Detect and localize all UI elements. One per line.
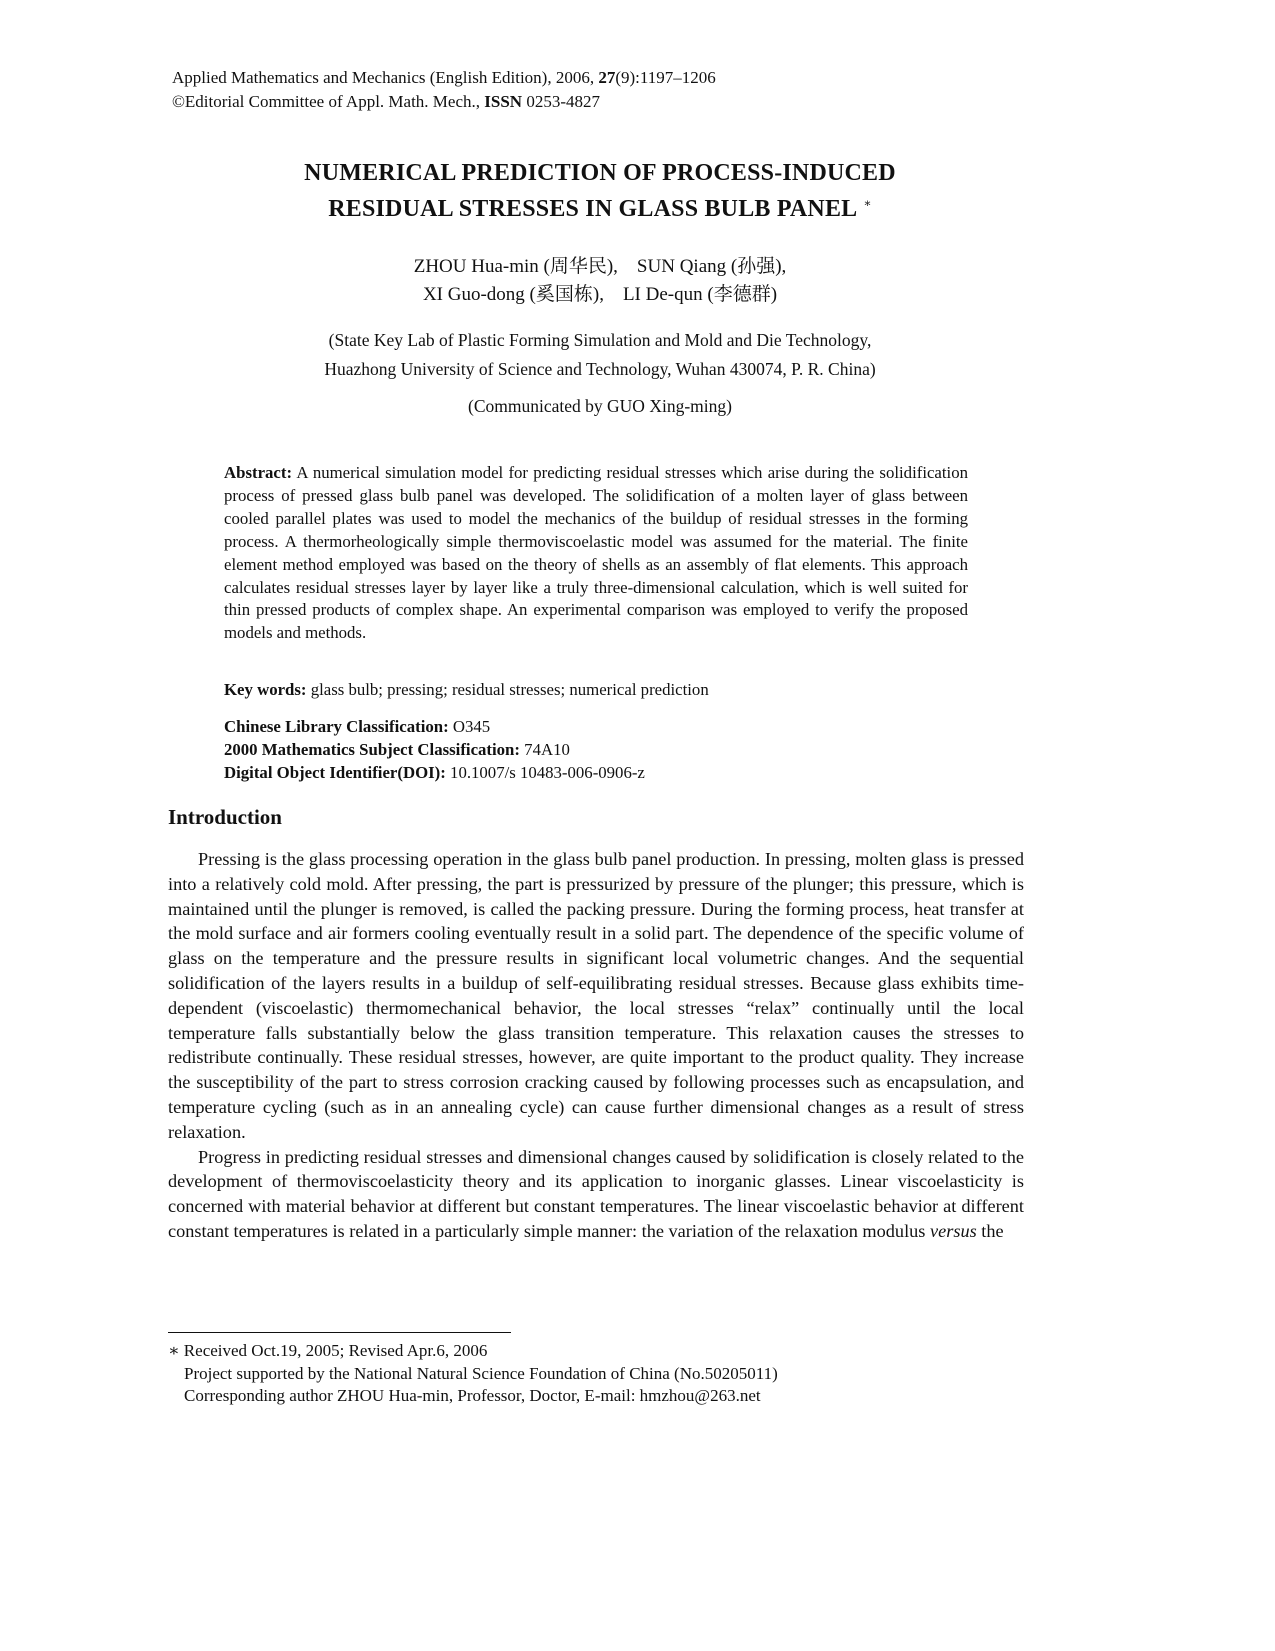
footnote-received: ∗ Received Oct.19, 2005; Revised Apr.6, 2006: [168, 1341, 488, 1360]
abstract-label: Abstract:: [224, 463, 293, 482]
communicated-by: (Communicated by GUO Xing-ming): [468, 396, 732, 416]
keywords-label: Key words:: [224, 680, 307, 699]
keywords-text: glass bulb; pressing; residual stresses; numerical prediction: [310, 680, 709, 699]
footnote-funding: Project supported by the National Natural Science Foundation of China (No.50205011): [184, 1363, 778, 1383]
authors-line-1: ZHOU Hua-min (周华民), SUN Qiang (孙强),: [413, 256, 787, 277]
copyright-line: ©Editorial Committee of Appl. Math. Mech., ISSN 0253-4827: [172, 92, 600, 111]
classification-row: Chinese Library Classification: O345: [224, 717, 491, 736]
section-heading: Introduction: [168, 805, 282, 829]
journal-header: [172, 66, 716, 114]
authors-line-2: XI Guo-dong (奚国栋), LI De-qun (李德群): [422, 284, 778, 305]
paper-title: [180, 158, 1020, 224]
title-footnote-mark: ∗: [863, 196, 872, 210]
title-line-1: NUMERICAL PREDICTION OF PROCESS-INDUCED: [304, 160, 896, 186]
volume-number: 27: [598, 68, 616, 87]
paragraph: Progress in predicting residual stresses and dimensional changes caused by solidification is closely related to the development of thermoviscoelasticity theory and its application to inorganic glasses. Linear viscoelasticity is concerned with material behavior at different but constant temperatures. The linear viscoelastic behavior at different constant temperatures is related in a particularly simple manner: the variation of the relaxation modulus versus the: [168, 1146, 1024, 1241]
classification-row: 2000 Mathematics Subject Classification: 74A10: [224, 740, 570, 759]
issn-label: ISSN: [484, 92, 523, 111]
footnotes: [168, 1340, 1048, 1408]
introduction-body: [168, 847, 1024, 1244]
title-line-2: RESIDUAL STRESSES IN GLASS BULB PANEL ∗: [328, 196, 872, 222]
footnote-corresponding-author: Corresponding author ZHOU Hua-min, Professor, Doctor, E-mail: hmzhou@263.net: [184, 1386, 761, 1405]
classification-row: Digital Object Identifier(DOI): 10.1007/s 10483-006-0906-z: [224, 763, 645, 782]
footnote-rule: [168, 1332, 511, 1333]
author-list: [180, 253, 1020, 309]
journal-citation-line: Applied Mathematics and Mechanics (English Edition), 2006, 27(9):1197–1206: [172, 68, 716, 87]
abstract: [224, 462, 968, 645]
classifications: [224, 715, 968, 784]
abstract-text: A numerical simulation model for predicting residual stresses which arise during the solidification process of pressed glass bulb panel was developed. The solidification of a molten layer of glass between cooled parallel plates was used to model the mechanics of the buildup of residual stresses in the forming process. A thermorheologically simple thermoviscoelastic model was assumed for the material. The finite element method employed was based on the theory of shells as an assembly of flat elements. This approach calculates residual stresses layer by layer like a truly three-dimensional calculation, which is well suited for thin pressed products of complex shape. An experimental comparison was employed to verify the proposed models and methods.: [224, 463, 968, 643]
affiliation: (State Key Lab of Plastic Forming Simulation and Mold and Die Technology, Huazhong University of Science and Technology, Wuhan 430074, P. R. China): [324, 330, 876, 379]
paragraph: Pressing is the glass processing operation in the glass bulb panel production. In pressing, molten glass is pressed into a relatively cold mold. After pressing, the part is pressurized by pressure of the plunger; this pressure, which is maintained until the plunger is removed, is called the packing pressure. During the forming process, heat transfer at the mold surface and air formers cooling eventually result in a solid part. The dependence of the specific volume of glass on the temperature and the pressure results in significant local volumetric changes. And the sequential solidification of the layers results in a buildup of self-equilibrating residual stresses. Because glass exhibits time-dependent (viscoelastic) thermomechanical behavior, the local stresses “relax” continually until the local temperature falls substantially below the glass transition temperature. This relaxation causes the stresses to redistribute continually. These residual stresses, however, are quite important to the product quality. They increase the susceptibility of the part to stress corrosion cracking caused by following processes such as encapsulation, and temperature cycling (such as in an annealing cycle) can cause further dimensional changes as a result of stress relaxation.: [168, 849, 1024, 1142]
keywords: [224, 680, 968, 700]
